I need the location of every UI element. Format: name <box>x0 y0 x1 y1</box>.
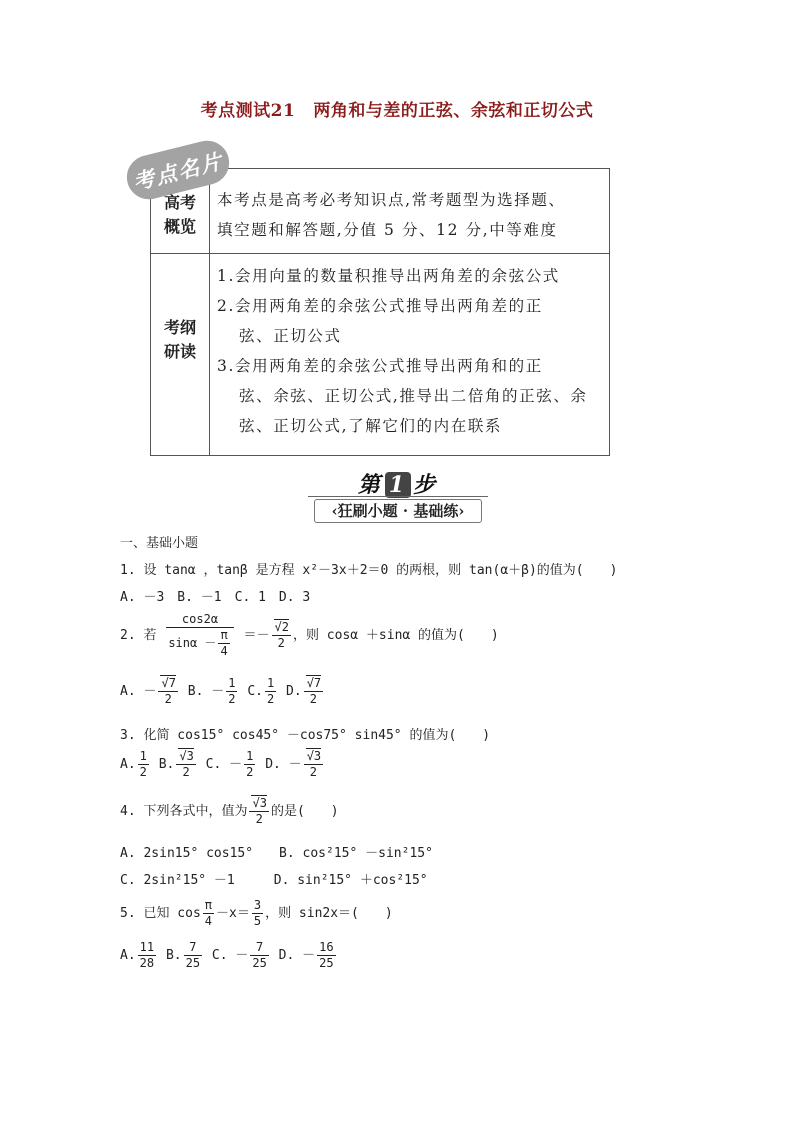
q5-post: ，则 sin2x＝( ) <box>265 906 393 921</box>
q2-denominator <box>166 628 233 659</box>
row2-label-line1: 考纲 <box>163 318 196 337</box>
q3-options <box>120 749 325 780</box>
step-banner <box>308 468 488 524</box>
q2-c-den: 2 <box>266 692 275 706</box>
q5-opt-c: C. － <box>211 948 249 963</box>
q3-opt-c: C. － <box>205 757 243 772</box>
q5-five: 5 <box>253 914 262 928</box>
row1-text-line2: 填空题和解答题,分值 5 分、12 分,中等难度 <box>217 221 558 239</box>
row1-label-line1: 高考 <box>163 193 196 212</box>
row2-label <box>151 316 209 364</box>
q5-b-den: 25 <box>185 956 201 970</box>
stamp-text: 考点名片 <box>130 148 227 195</box>
q4-den: 2 <box>255 812 263 826</box>
q2-d-num: √7 <box>306 676 322 690</box>
q2-rhs-num <box>272 620 291 636</box>
q3-opt-b: B. <box>158 757 175 772</box>
q5-opt-d: D. － <box>278 948 316 963</box>
row2-text-line4: 3.会用两角差的余弦公式推导出两角和的正 <box>217 357 543 375</box>
q2-a-num: √7 <box>161 676 176 690</box>
q3-b-num: √3 <box>179 749 194 763</box>
q5-c-den: 25 <box>252 956 267 970</box>
table-divider-horizontal <box>151 253 609 254</box>
q3-opt-a: A. <box>120 757 136 772</box>
q2-options <box>120 676 325 707</box>
q2-a-den: 2 <box>164 692 172 706</box>
q5-three: 3 <box>253 898 262 912</box>
q1-stem: 1. 设 tanα ，tanβ 是方程 x²－3x＋2＝0 的两根，则 tan(α＋β)的值为( ) <box>120 563 618 578</box>
row2-text-line5: 弦、余弦、正切公式,推导出二倍角的正弦、余 <box>239 387 588 405</box>
step-rule <box>308 496 488 497</box>
q3-a-den: 2 <box>139 765 147 779</box>
q5-pre: 5. 已知 cos <box>120 906 201 921</box>
q5-opt-b: B. <box>165 948 182 963</box>
q2-numerator: cos2α <box>166 612 233 628</box>
q5-stem <box>120 898 393 929</box>
q5-d-num: 16 <box>319 940 334 954</box>
step-heading <box>308 468 488 499</box>
q2-eq: ＝－ <box>243 628 270 643</box>
q5-four: 4 <box>204 914 213 928</box>
q2-rhs-den: 2 <box>277 636 285 650</box>
row1-label-line2: 概览 <box>163 217 196 236</box>
q2-b-den: 2 <box>228 692 236 706</box>
q2-fraction <box>166 612 233 659</box>
row1-content <box>217 185 603 245</box>
q3-stem: 3. 化简 cos15° cos45° －cos75° sin45° 的值为( ) <box>120 728 491 743</box>
q2-opt-a: A. － <box>120 684 157 699</box>
q4-pre: 4. 下列各式中，值为 <box>120 804 248 819</box>
q2-d-den: 2 <box>309 692 318 706</box>
q2-four: 4 <box>220 644 228 658</box>
title-part1: 考点测试21 <box>200 101 296 121</box>
row2-label-line2: 研读 <box>163 342 196 361</box>
row1-label <box>151 191 209 239</box>
q3-b-den: 2 <box>182 765 190 779</box>
q5-d-den: 25 <box>319 956 334 970</box>
q2-b-num: 1 <box>228 676 236 690</box>
q5-options <box>120 940 338 971</box>
q2-post: ，则 cosα ＋sinα 的值为( ) <box>292 628 499 643</box>
q4-stem <box>120 796 339 827</box>
q4-post: 的是( ) <box>270 804 339 819</box>
q5-b-num: 7 <box>184 940 202 956</box>
q2-opt-b: B. － <box>187 684 225 699</box>
q4-options-line2: C. 2sin²15° －1 D. sin²15° ＋cos²15° <box>120 873 428 888</box>
q5-a-num: 11 <box>139 940 155 954</box>
step-subtitle: ‹狂刷小题 · 基础练› <box>314 499 482 523</box>
title-part2: 两角和与差的正弦、余弦和正切公式 <box>313 101 594 121</box>
q3-opt-d: D. － <box>265 757 302 772</box>
step-number: 1 <box>385 472 411 498</box>
q5-c-num: 7 <box>250 940 268 956</box>
q2-stem <box>120 612 499 659</box>
step-post: 步 <box>413 472 439 498</box>
row2-text-line2: 2.会用两角差的余弦公式推导出两角差的正 <box>217 297 543 315</box>
q2-pre: 2. 若 <box>120 628 157 643</box>
q3-c-num: 1 <box>246 749 254 763</box>
table-divider-vertical <box>209 169 210 455</box>
q1-options: A. －3 B. －1 C. 1 D. 3 <box>120 590 311 605</box>
section-heading: 一、基础小题 <box>120 536 199 551</box>
q4-num: √3 <box>252 796 267 810</box>
q5-pi: π <box>204 898 213 912</box>
q5-a-den: 28 <box>139 956 155 970</box>
overview-table <box>150 168 610 456</box>
q2-opt-c: C. <box>247 684 263 699</box>
q5-mid: －x＝ <box>216 906 250 921</box>
q2-c-num: 1 <box>266 676 275 690</box>
q2-den-text: sinα － <box>168 636 217 650</box>
row2-text-line1: 1.会用向量的数量积推导出两角差的余弦公式 <box>217 267 560 285</box>
q3-c-den: 2 <box>246 765 254 779</box>
q3-d-num: √3 <box>306 749 322 763</box>
q2-sqrt2: √2 <box>274 620 289 634</box>
page-title <box>0 96 794 121</box>
row1-text-line1: 本考点是高考必考知识点,常考题型为选择题、 <box>217 191 566 209</box>
row2-text-line6: 弦、正切公式,了解它们的内在联系 <box>239 417 503 435</box>
q5-opt-a: A. <box>120 948 136 963</box>
q3-d-den: 2 <box>309 765 318 779</box>
q4-options-line1: A. 2sin15° cos15° B. cos²15° －sin²15° <box>120 846 433 861</box>
row2-text-line3: 弦、正切公式 <box>239 327 342 345</box>
q2-pi: π <box>220 628 228 642</box>
row2-content <box>217 261 603 441</box>
q2-opt-d: D. <box>286 684 302 699</box>
q3-a-num: 1 <box>139 749 147 763</box>
step-pre: 第 <box>357 472 383 498</box>
